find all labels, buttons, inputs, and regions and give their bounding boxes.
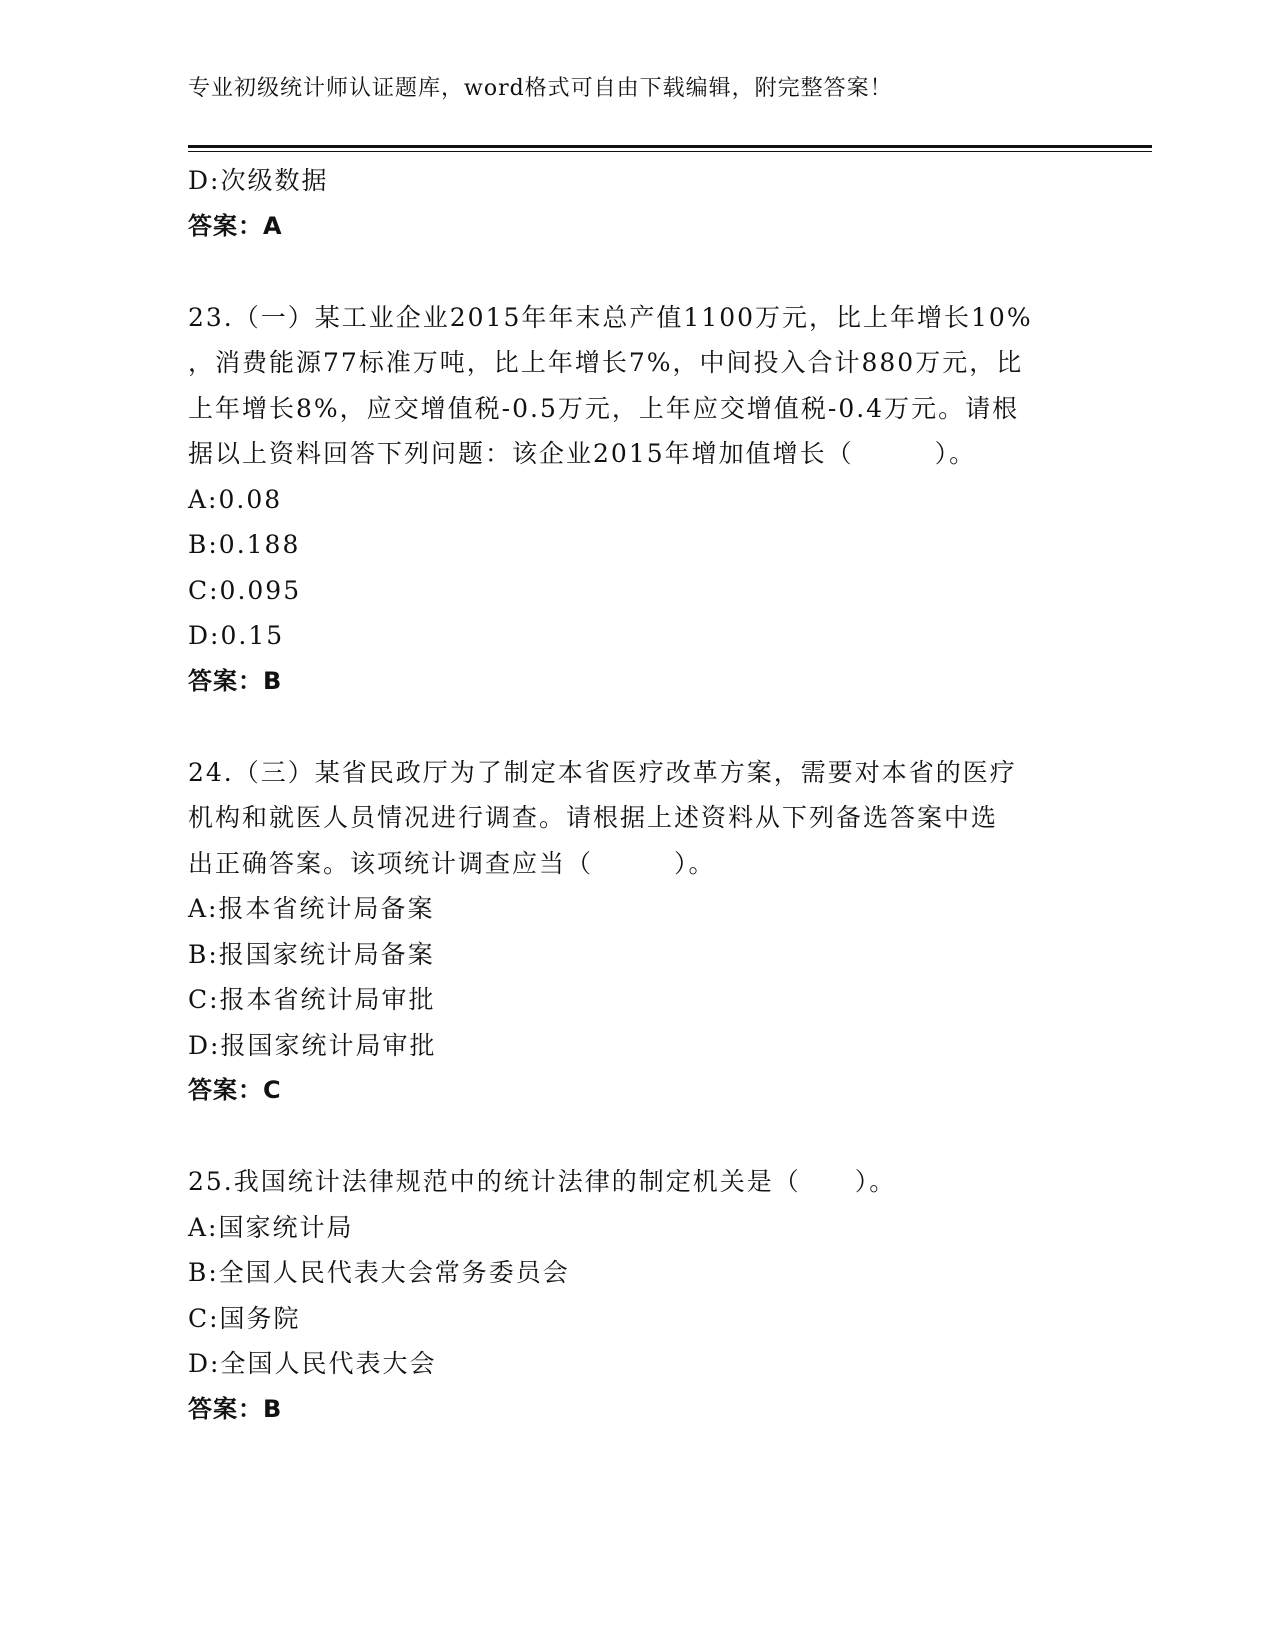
option-b: B:全国人民代表大会常务委员会 [188,1258,570,1287]
option-d: D:次级数据 [188,166,329,195]
page-header: 专业初级统计师认证题库，word格式可自由下载编辑，附完整答案！ [188,76,893,101]
prev-question [188,158,1088,249]
question-text-line: 25.我国统计法律规范中的统计法律的制定机关是（ ）。 [188,1167,897,1196]
option-d: D:0.15 [188,621,285,650]
option-b: B:0.188 [188,530,301,559]
question-text-line: 机构和就医人员情况进行调查。请根据上述资料从下列备选答案中选 [188,803,999,832]
option-d: D:报国家统计局审批 [188,1030,437,1060]
option-b: B:报国家统计局备案 [188,939,435,969]
question-25 [188,1159,1088,1432]
option-a: A:0.08 [188,484,283,514]
answer-line: 答案：A [188,211,283,240]
question-text-line: 24.（三）某省民政厅为了制定本省医疗改革方案，需要对本省的医疗 [188,757,1017,787]
header-rule-thin [188,151,1152,152]
header-rule-thick [188,145,1152,148]
option-a: A:报本省统计局备案 [188,894,435,923]
option-a: A:国家统计局 [188,1212,354,1242]
answer-line: 答案：B [188,666,283,695]
answer-line: 答案：B [188,1394,283,1423]
question-text-line: 上年增长8%，应交增值税-0.5万元，上年应交增值税-0.4万元。请根 [188,393,1020,423]
spacer [188,704,1088,750]
answer-line: 答案：C [188,1076,282,1104]
question-content [188,158,1088,1432]
question-23 [188,295,1088,705]
spacer [188,249,1088,295]
question-text-line: ，消费能源77标准万吨，比上年增长7%，中间投入合计880万元，比 [188,348,1024,377]
spacer [188,1114,1088,1160]
option-d: D:全国人民代表大会 [188,1349,437,1378]
option-c: C:0.095 [188,575,302,605]
option-c: C:国务院 [188,1303,301,1333]
option-c: C:报本省统计局审批 [188,985,436,1014]
question-text-line: 据以上资料回答下列问题：该企业2015年增加值增长（ ）。 [188,439,977,468]
question-24 [188,750,1088,1114]
question-text-line: 23.（一）某工业企业2015年年末总产值1100万元，比上年增长10% [188,302,1033,332]
question-text-line: 出正确答案。该项统计调查应当（ ）。 [188,848,716,878]
